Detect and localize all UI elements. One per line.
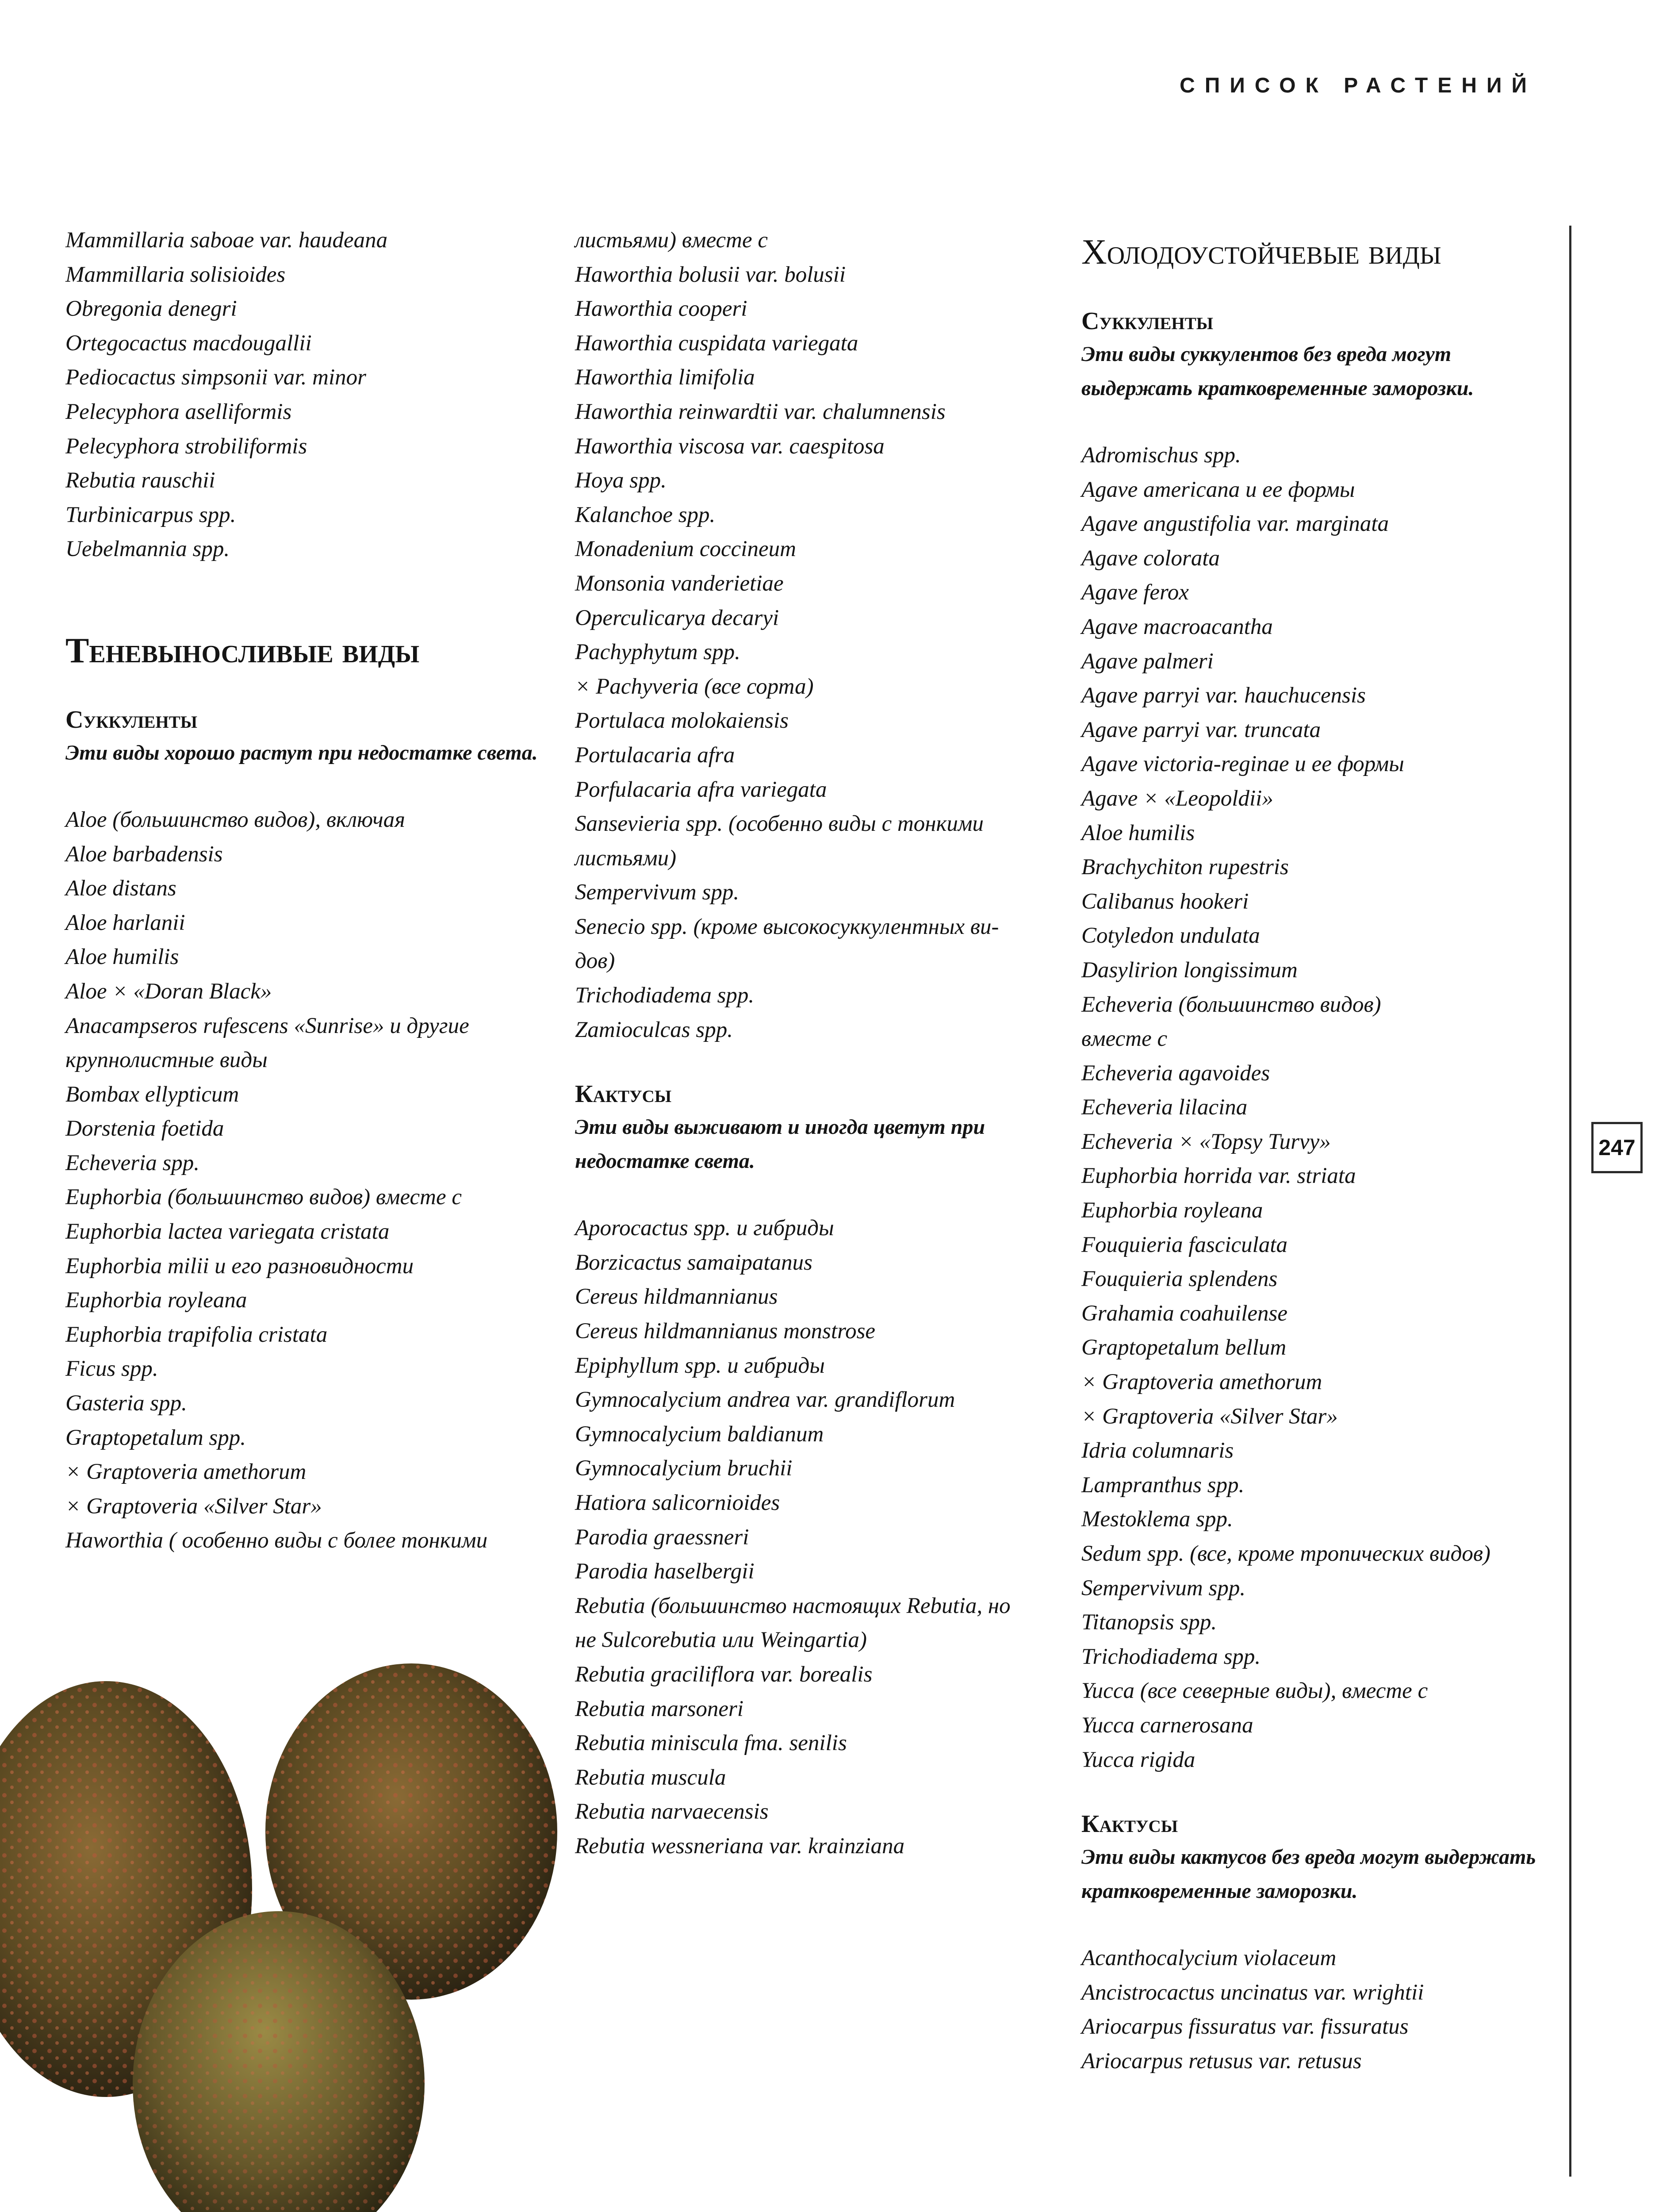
plant-entry: Grahamia coahuilense (1081, 1301, 1288, 1326)
plant-entry: Adromischus spp. (1081, 443, 1241, 468)
plant-entry: Agave parryi var. truncata (1081, 717, 1321, 742)
plant-entry: Trichodiadema spp. (1081, 1644, 1261, 1669)
plant-entry: Monadenium coccineum (575, 537, 796, 562)
plant-entry: Haworthia cooperi (575, 296, 747, 322)
plant-entry: Ficus spp. (65, 1356, 158, 1382)
plant-entry: Aloe × «Doran Black» (65, 979, 272, 1004)
plant-entry: Portulacaria afra (575, 742, 735, 768)
plant-entry: Senecio spp. (кроме высокосуккулентных ви- (575, 914, 999, 939)
plant-entry: Euphorbia milii и его разновидности (65, 1253, 414, 1279)
plant-entry: × Graptoveria amethorum (65, 1459, 306, 1485)
plant-entry: Mammillaria saboae var. haudeana (65, 228, 388, 253)
plant-list-cacti (575, 1211, 1057, 1863)
plant-entry: Haworthia viscosa var. caespitosa (575, 434, 885, 459)
plant-entry: Bombax ellypticum (65, 1082, 239, 1107)
plant-entry: Dasylirion longissimum (1081, 957, 1298, 983)
plant-entry: Rebutia (большинство настоящих Rebutia, но (575, 1593, 1011, 1618)
plant-entry: Zamioculcas spp. (575, 1017, 733, 1042)
column-right (1081, 230, 1550, 2079)
plant-entry: дов) (575, 949, 615, 974)
plant-entry: Agave ferox (1081, 580, 1189, 605)
subsection-title-cacti: Кактусы (1081, 1810, 1178, 1838)
plant-entry: Borzicactus samaipatanus (575, 1250, 812, 1275)
plant-entry: не Sulcorebutia или Weingartia) (575, 1628, 867, 1653)
plant-entry: Parodia haselbergii (575, 1559, 755, 1584)
column-left (65, 223, 543, 1558)
plant-entry: Echeveria spp. (65, 1150, 200, 1175)
plant-entry: Agave macroacantha (1081, 614, 1273, 639)
plant-entry: Haworthia cuspidata variegata (575, 330, 858, 356)
plant-entry: Agave colorata (1081, 545, 1220, 571)
plant-entry: Yucca (все северные виды), вместе с (1081, 1678, 1428, 1704)
plant-entry: Sempervivum spp. (575, 880, 739, 905)
plant-entry: Uebelmannia spp. (65, 537, 230, 562)
plant-entry: Haworthia ( особенно виды с более тонкими (65, 1528, 488, 1553)
subsection-note: Эти виды выживают и иногда цветут при недостатке света. (575, 1115, 985, 1173)
plant-entry: × Pachyveria (все сорта) (575, 674, 814, 699)
page-number: 247 (1591, 1122, 1643, 1173)
subsection-title-cacti: Кактусы (575, 1080, 672, 1108)
plant-entry: Ariocarpus retusus var. retusus (1081, 2048, 1362, 2074)
plant-entry: Idria columnaris (1081, 1438, 1234, 1463)
plant-entry: Fouquieria fasciculata (1081, 1232, 1288, 1257)
plant-entry: листьями) (575, 845, 677, 871)
plant-list-succulents (65, 803, 543, 1558)
plant-entry: Echeveria × «Topsy Turvy» (1081, 1129, 1331, 1154)
plant-entry: Agave americana и ее формы (1081, 477, 1355, 502)
plant-entry: Ancistrocactus uncinatus var. wrightii (1081, 1980, 1424, 2005)
plant-entry: Aloe humilis (65, 945, 179, 970)
plant-entry: Hatiora salicornioides (575, 1490, 780, 1515)
plant-entry: Mestoklema spp. (1081, 1507, 1233, 1532)
plant-entry: Euphorbia royleana (65, 1288, 247, 1313)
plant-entry: Pachyphytum spp. (575, 640, 740, 665)
subsection-title-succulents: Суккуленты (65, 706, 198, 733)
plant-entry: Aloe harlanii (65, 910, 185, 935)
plant-entry: Porfulacaria afra variegata (575, 777, 827, 802)
plant-entry: Graptopetalum bellum (1081, 1335, 1287, 1360)
plant-entry: Ortegocactus macdougallii (65, 330, 312, 356)
plant-entry: Cereus hildmannianus monstrose (575, 1319, 876, 1344)
plant-entry: Euphorbia horrida var. striata (1081, 1164, 1356, 1189)
subsection-note: Эти виды суккулентов без вреда могут выдержать кратковременные заморозки. (1081, 342, 1474, 400)
plant-entry: Acanthocalycium violaceum (1081, 1946, 1337, 1971)
plant-entry: Anacampseros rufescens «Sunrise» и другие (65, 1013, 469, 1038)
plant-entry: Monsonia vanderietiae (575, 571, 784, 596)
column-divider-rule (1569, 226, 1571, 2177)
plant-entry: Pelecyphora strobiliformis (65, 434, 307, 459)
plant-entry: Pelecyphora aselliformis (65, 399, 292, 424)
plant-entry: Parodia graessneri (575, 1525, 749, 1550)
plant-entry: Rebutia graciliflora var. borealis (575, 1662, 873, 1687)
plant-entry: Calibanus hookeri (1081, 889, 1249, 914)
plant-entry: Fouquieria splendens (1081, 1267, 1278, 1292)
plant-entry: Pediocactus simpsonii var. minor (65, 365, 366, 390)
plant-entry: Hoya spp. (575, 468, 667, 493)
plant-entry: Yucca carnerosana (1081, 1713, 1253, 1738)
plant-entry: × Graptoveria «Silver Star» (65, 1494, 322, 1519)
subsection-note: Эти виды хорошо растут при недостатке света. (65, 741, 538, 764)
plant-entry: Rebutia wessneriana var. krainziana (575, 1833, 905, 1859)
plant-entry: Rebutia marsoneri (575, 1696, 744, 1721)
plant-entry: Echeveria agavoides (1081, 1060, 1270, 1086)
plant-entry: Cotyledon undulata (1081, 923, 1260, 949)
plant-entry: Euphorbia (большинство видов) вместе с (65, 1185, 462, 1210)
plant-entry: Rebutia muscula (575, 1765, 726, 1790)
plant-entry: Obregonia denegri (65, 296, 237, 322)
plant-entry: Dorstenia foetida (65, 1116, 224, 1141)
plant-list-cacti (1081, 1941, 1550, 2078)
plant-entry: Titanopsis spp. (1081, 1610, 1217, 1635)
plant-entry: Agave parryi var. hauchucensis (1081, 683, 1366, 708)
plant-entry: Sedum spp. (все, кроме тропических видов) (1081, 1541, 1491, 1566)
plant-entry: Rebutia rauschii (65, 468, 215, 493)
plant-entry: Sempervivum spp. (1081, 1575, 1246, 1601)
plant-entry: Aloe (большинство видов), включая (65, 807, 405, 832)
plant-entry: Agave palmeri (1081, 649, 1214, 674)
plant-entry: Euphorbia trapifolia cristata (65, 1322, 328, 1347)
plant-entry: Rebutia miniscula fma. senilis (575, 1731, 847, 1756)
plant-entry: Yucca rigida (1081, 1747, 1195, 1772)
plant-entry: Echeveria (большинство видов) (1081, 992, 1381, 1017)
plant-entry: Gymnocalycium bruchii (575, 1456, 793, 1481)
plant-entry: Euphorbia royleana (1081, 1198, 1263, 1223)
plant-entry: Haworthia bolusii var. bolusii (575, 262, 846, 287)
plant-entry: Trichodiadema spp. (575, 983, 755, 1008)
column-middle (575, 223, 1057, 1864)
plant-list-top (65, 223, 543, 567)
plant-entry: Aporocactus spp. и гибриды (575, 1216, 834, 1241)
plant-entry: Agave × «Leopoldii» (1081, 786, 1273, 811)
plant-entry: Euphorbia lactea variegata cristata (65, 1219, 390, 1244)
plant-entry: Sansevieria spp. (особенно виды с тонкими (575, 811, 984, 837)
plant-entry: Agave victoria-reginae и ее формы (1081, 752, 1404, 777)
plant-entry: × Graptoveria «Silver Star» (1081, 1404, 1338, 1429)
plant-entry: Lampranthus spp. (1081, 1472, 1245, 1498)
plant-entry: Gymnocalycium andrea var. grandiflorum (575, 1387, 955, 1413)
subsection-note: Эти виды кактусов без вреда могут выдержать кратковременные заморозки. (1081, 1845, 1536, 1903)
plant-entry: Rebutia narvaecensis (575, 1799, 769, 1824)
subsection-title-succulents: Суккуленты (1081, 307, 1214, 335)
plant-entry: Graptopetalum spp. (65, 1425, 246, 1450)
plant-entry: Haworthia reinwardtii var. chalumnensis (575, 399, 946, 424)
plant-entry: крупнолистные виды (65, 1048, 268, 1073)
section-title-shade-tolerant: Теневыносливые виды (65, 631, 420, 670)
plant-list-succulents (1081, 438, 1550, 1777)
plant-entry: × Graptoveria amethorum (1081, 1370, 1322, 1395)
plant-entry: Epiphyllum spp. и гибриды (575, 1353, 825, 1378)
plant-entry: Ariocarpus fissuratus var. fissuratus (1081, 2014, 1409, 2039)
cactus-photo (0, 1610, 575, 2212)
plant-entry: Haworthia limifolia (575, 365, 755, 390)
plant-entry: Kalanchoe spp. (575, 502, 716, 527)
plant-entry: Gymnocalycium baldianum (575, 1421, 824, 1447)
plant-list-succulents-cont (575, 223, 1057, 1047)
plant-entry: Echeveria lilacina (1081, 1095, 1248, 1120)
plant-entry: Aloe barbadensis (65, 841, 223, 867)
section-title-cold-hardy: Холодоустойчевые виды (1081, 233, 1441, 272)
plant-entry: Cereus hildmannianus (575, 1284, 778, 1310)
plant-entry: листьями) вместе с (575, 228, 768, 253)
plant-entry: Aloe distans (65, 876, 176, 901)
plant-entry: Portulaca molokaiensis (575, 708, 789, 733)
plant-entry: Aloe humilis (1081, 820, 1195, 845)
plant-entry: Operculicarya decaryi (575, 605, 779, 630)
plant-entry: вместе с (1081, 1026, 1168, 1052)
plant-entry: Brachychiton rupestris (1081, 855, 1289, 880)
running-head: СПИСОК РАСТЕНИЙ (1180, 74, 1536, 97)
plant-entry: Agave angustifolia var. marginata (1081, 511, 1389, 537)
plant-entry: Mammillaria solisioides (65, 262, 286, 287)
plant-entry: Turbinicarpus spp. (65, 502, 236, 527)
plant-entry: Gasteria spp. (65, 1391, 187, 1416)
